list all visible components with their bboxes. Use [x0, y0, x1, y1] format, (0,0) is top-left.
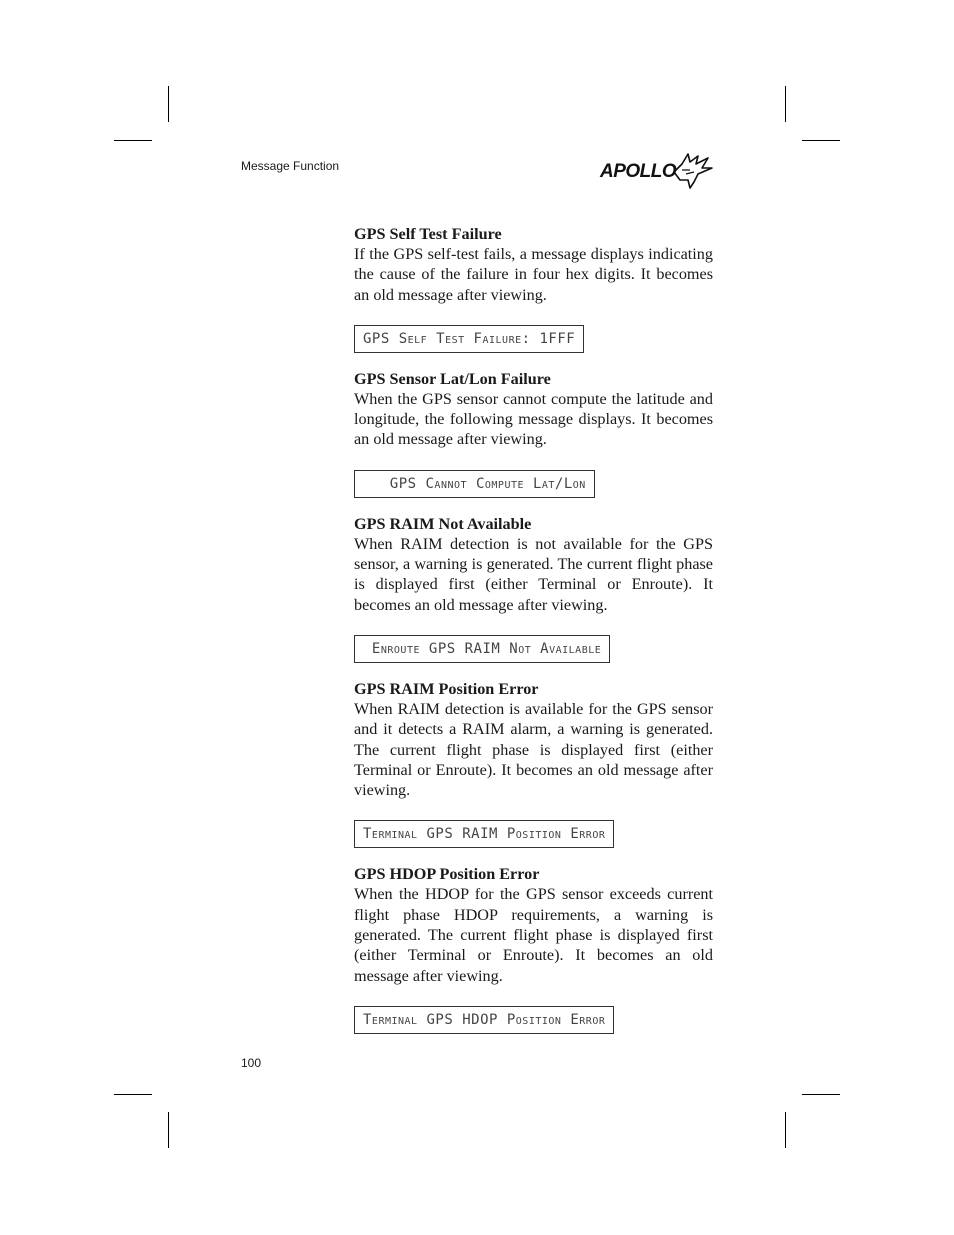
crop-mark — [114, 1094, 152, 1095]
section-body: When RAIM detection is available for the GPS sensor and it detects a RAIM alarm, a warning is generated. The current flight phase is displayed first (either Terminal or Enroute). It becomes an old message after viewing. — [354, 699, 713, 800]
display-message-box: Enroute GPS RAIM Not Available — [354, 635, 610, 663]
section-title: GPS Self Test Failure — [354, 225, 502, 243]
section-body: If the GPS self-test fails, a message displays indicating the cause of the failure in four hex digits. It becomes an old message after viewing. — [354, 245, 713, 304]
display-message-box: GPS Self Test Failure: 1FFF — [354, 325, 584, 353]
section-body: When the HDOP for the GPS sensor exceeds current flight phase HDOP requirements, a warning is generated. The current flight phase is displayed first (either Terminal or Enroute). It becomes an old message after viewing. — [354, 885, 713, 985]
display-message-box: Terminal GPS HDOP Position Error — [354, 1006, 614, 1034]
pegasus-icon — [668, 150, 714, 190]
logo-text: APOLLO — [600, 161, 677, 182]
page-content — [354, 224, 713, 1050]
crop-mark — [802, 140, 840, 141]
section-title: GPS Sensor Lat/Lon Failure — [354, 369, 551, 388]
section-title: GPS RAIM Position Error — [354, 679, 539, 698]
section-gps-raim-not-available — [354, 514, 713, 679]
crop-mark — [802, 1094, 840, 1095]
section-body: When the GPS sensor cannot compute the latitude and longitude, the following message displays. It becomes an old message after viewing. — [354, 389, 713, 449]
crop-mark — [168, 86, 169, 122]
display-message-box: GPS Cannot Compute Lat/Lon — [354, 470, 595, 498]
crop-mark — [114, 140, 152, 141]
section-gps-raim-position-error — [354, 679, 713, 864]
section-title: GPS HDOP Position Error — [354, 865, 540, 884]
section-gps-self-test-failure — [354, 224, 713, 369]
crop-mark — [785, 1112, 786, 1148]
display-message-box: Terminal GPS RAIM Position Error — [354, 820, 614, 848]
section-gps-sensor-lat-lon-failure — [354, 369, 713, 514]
apollo-logo — [598, 150, 716, 192]
crop-mark — [785, 86, 786, 122]
section-title: GPS RAIM Not Available — [354, 514, 532, 533]
section-body: When RAIM detection is not available for the GPS sensor, a warning is generated. The current flight phase is displayed first (either Terminal or Enroute). It becomes an old message after viewing. — [354, 534, 713, 614]
section-gps-hdop-position-error — [354, 864, 713, 1049]
page-number: 100 — [241, 1056, 262, 1070]
section-label: Message Function — [241, 159, 340, 173]
crop-mark — [168, 1112, 169, 1148]
